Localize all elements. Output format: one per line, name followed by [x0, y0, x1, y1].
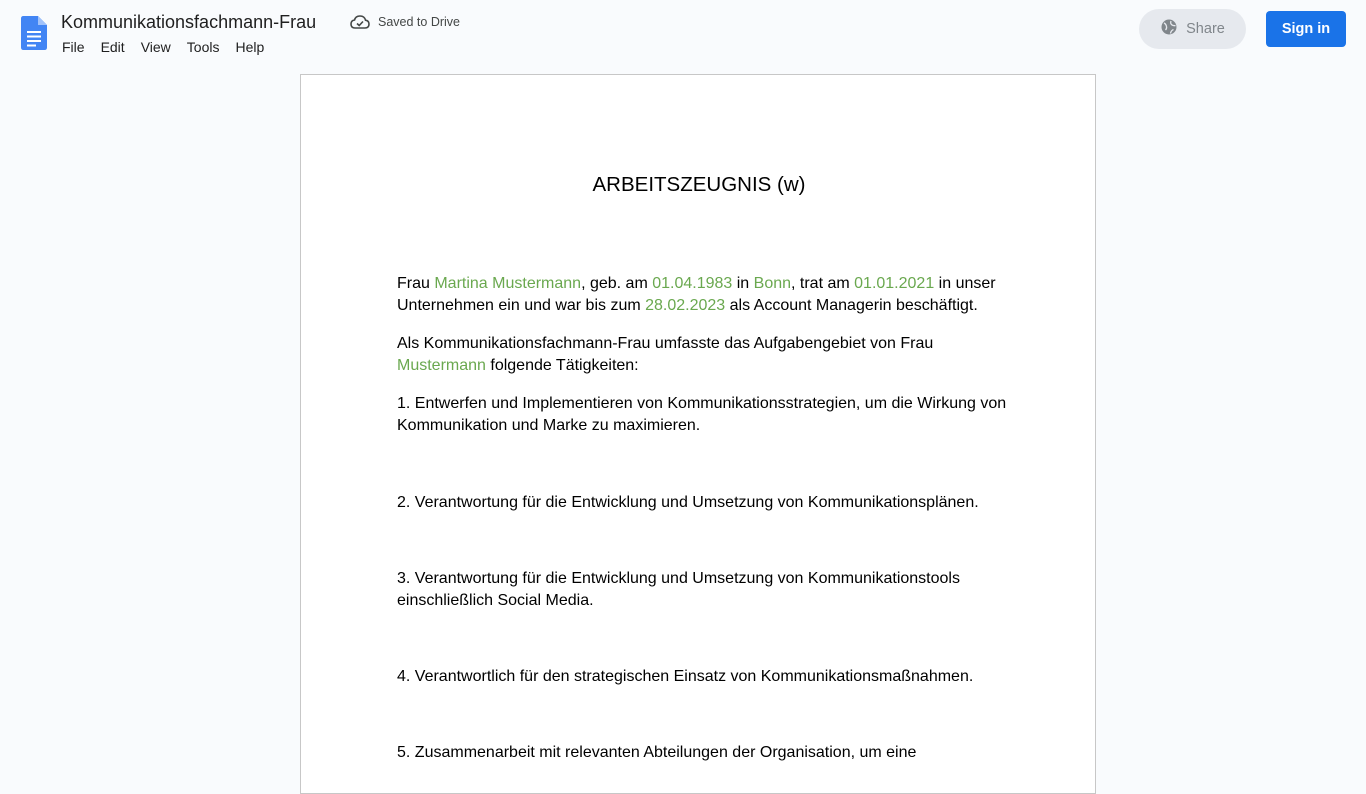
- list-item: 4. Verantwortlich für den strategischen Einsatz von Kommunikationsmaßnahmen.: [397, 668, 974, 685]
- menu-edit[interactable]: Edit: [100, 39, 125, 55]
- save-status-label: Saved to Drive: [378, 15, 460, 29]
- share-button[interactable]: [1139, 9, 1246, 49]
- menu-file[interactable]: File: [62, 39, 85, 55]
- paragraph-employment: [397, 273, 1007, 317]
- birth-date: 01.04.1983: [652, 275, 733, 292]
- text: als Account Managerin beschäftigt.: [725, 297, 978, 314]
- list-item: 2. Verantwortung für die Entwicklung und Umsetzung von Kommunikationsplänen.: [397, 494, 979, 511]
- google-docs-icon[interactable]: [21, 16, 47, 50]
- text: Als Kommunikationsfachmann-Frau umfasste das Aufgabengebiet von Frau: [397, 335, 934, 352]
- birth-city: Bonn: [753, 275, 792, 292]
- text: in unser Unternehmen ein und war bis zum: [397, 275, 996, 314]
- start-date: 01.01.2021: [854, 275, 935, 292]
- sign-in-button[interactable]: Sign in: [1266, 11, 1346, 47]
- app-header: [0, 0, 1366, 64]
- list-item: 5. Zusammenarbeit mit relevanten Abteilungen der Organisation, um eine: [397, 744, 917, 761]
- menu-help[interactable]: Help: [235, 39, 265, 55]
- document-title[interactable]: Kommunikationsfachmann-Frau: [61, 12, 317, 32]
- share-label: Share: [1186, 21, 1225, 37]
- menu-view[interactable]: View: [140, 39, 171, 55]
- document-page[interactable]: [300, 74, 1096, 794]
- text: folgende Tätigkeiten:: [485, 357, 639, 374]
- list-item: 3. Verantwortung für die Entwicklung und Umsetzung von Kommunikationstools einschließlich Social Media.: [397, 570, 960, 609]
- end-date: 28.02.2023: [645, 297, 726, 314]
- employee-surname: Mustermann: [397, 357, 486, 374]
- menu-tools[interactable]: Tools: [186, 39, 220, 55]
- document-heading: ARBEITSZEUGNIS (w): [592, 173, 806, 196]
- employee-name: Martina Mustermann: [434, 275, 582, 292]
- list-item: 1. Entwerfen und Implementieren von Kommunikationsstrategien, um die Wirkung von Kommunikation und Marke zu maximieren.: [397, 395, 1007, 434]
- text: Frau: [397, 275, 435, 292]
- save-status[interactable]: [350, 14, 460, 30]
- text: , geb. am: [581, 275, 653, 292]
- paragraph-duties-intro: [397, 333, 1007, 377]
- menu-bar: [54, 36, 272, 58]
- text: , trat am: [791, 275, 855, 292]
- cloud-done-icon: [350, 14, 370, 30]
- globe-icon: [1160, 18, 1178, 40]
- text: in: [732, 275, 754, 292]
